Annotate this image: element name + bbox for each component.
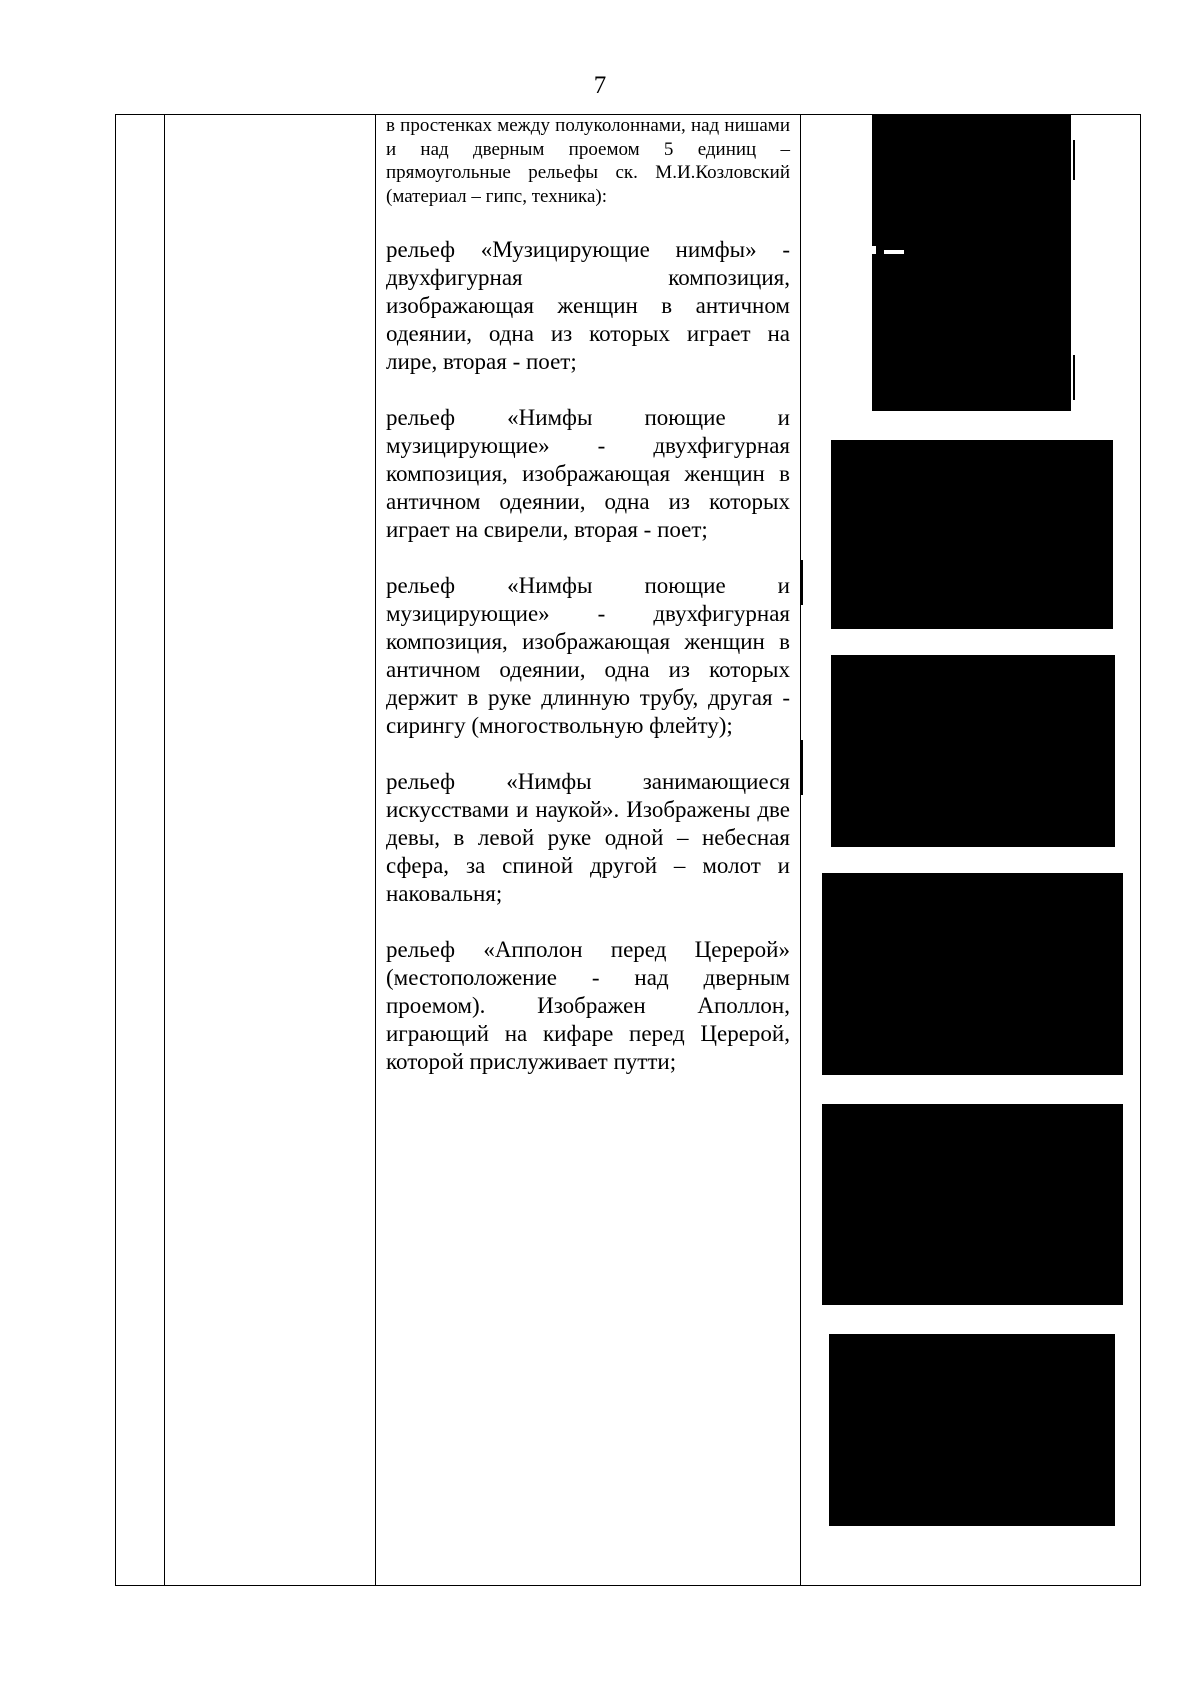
intro-paragraph: в простенках между полуколоннами, над нишами и над дверным проемом 5 единиц – прямоугольные рельефы ск. М.И.Козловский (материал – гипс, техника): [386,115,790,207]
relief-item-3: рельеф «Нимфы поющие и музицирующие» - двухфигурная композиция, изображающая женщин в античном одеянии, одна из которых держит в руке длинную трубу, другая - сирингу (многоствольную флейту); [386,573,790,738]
relief-item-1: рельеф «Музицирующие нимфы» - двухфигурная композиция, изображающая женщин в античном одеянии, одна из которых играет на лире, вторая - поет; [386,237,790,374]
scan-artifact [1073,355,1075,400]
relief-item-5: рельеф «Апполон перед Церерой» (местоположение - над дверным проемом). Изображен Аполлон, играющий на кифаре перед Церерой, которой прислуживает путти; [386,937,790,1074]
column-divider-1 [164,115,165,1585]
scan-speck [884,250,904,254]
redacted-photo-4 [822,873,1123,1075]
redacted-photo-1 [872,114,1071,411]
scan-artifact [801,740,803,795]
redacted-photo-3 [831,655,1115,847]
column-divider-3 [800,115,801,1585]
page-number: 7 [593,72,607,99]
relief-item-2: рельеф «Нимфы поющие и музицирующие» - двухфигурная композиция, изображающая женщин в античном одеянии, одна из которых играет на свирели, вторая - поет; [386,405,790,542]
scan-speck [872,246,876,254]
relief-item-4: рельеф «Нимфы занимающиеся искусствами и наукой». Изображены две девы, в левой руке одной – небесная сфера, за спиной другой – молот и наковальня; [386,769,790,906]
redacted-photo-6 [829,1334,1115,1526]
scan-artifact [801,560,803,605]
column-divider-2 [375,115,376,1585]
redacted-photo-5 [822,1104,1123,1305]
scan-artifact [1073,140,1075,180]
redacted-photo-2 [831,440,1113,629]
description-column [386,114,790,1104]
